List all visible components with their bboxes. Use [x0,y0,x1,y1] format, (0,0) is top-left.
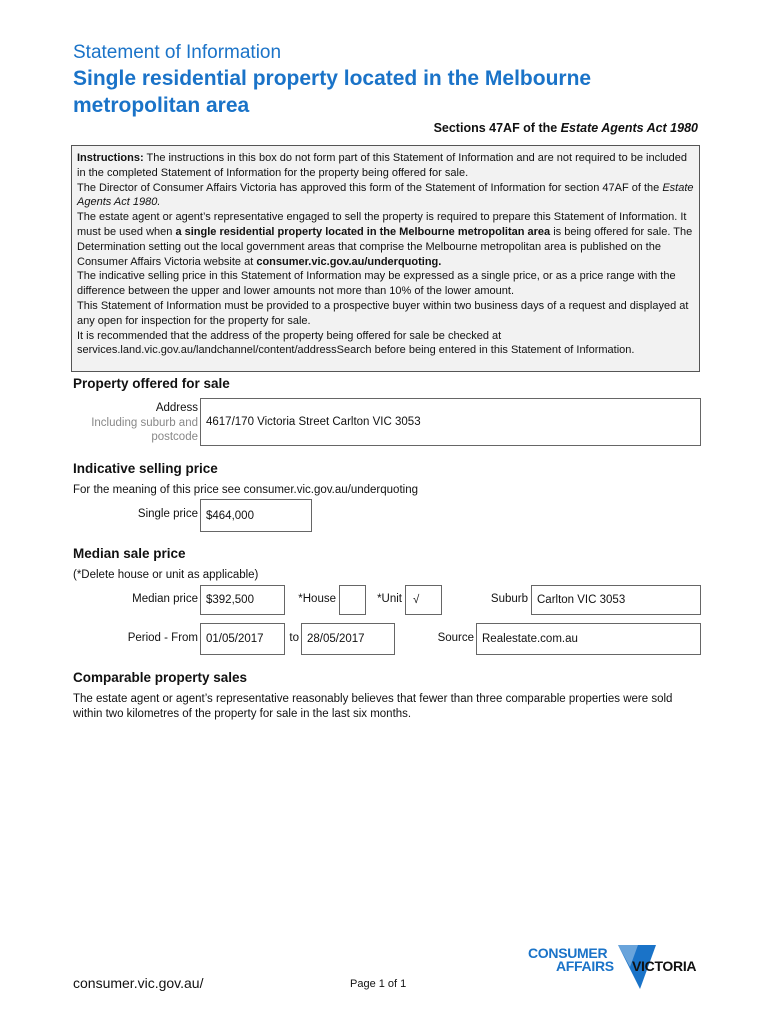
logo-line-3: VICTORIA [632,958,697,974]
unit-label: *Unit [377,593,402,605]
address-sublabel-2: postcode [151,431,198,443]
suburb-field[interactable]: Carlton VIC 3053 [531,585,701,615]
suburb-label: Suburb [490,593,528,605]
instructions-p3-b: is being offered for sale. The Determination setting out the local government areas that comprise the Melbourne metropolitan area is published on the Consumer Affairs Victoria website at [77,225,693,268]
instructions-box [71,145,700,372]
comparable-heading: Comparable property sales [73,670,248,685]
house-checkbox[interactable] [339,585,366,615]
unit-checkbox[interactable]: √ [405,585,442,615]
source-field[interactable]: Realestate.com.au [476,623,701,655]
sections-prefix: Sections 47AF of the [433,121,561,135]
period-from-field[interactable]: 01/05/2017 [200,623,285,655]
instructions-p4: The indicative selling price in this Statement of Information may be expressed as a single price, or as a price range with the difference between the upper and lower amounts not more than 10% of the lower amount. [77,270,676,298]
property-heading: Property offered for sale [73,376,230,391]
instructions-p1 [77,151,694,181]
document-heading: Single residential property located in the Melbourne metropolitan area [73,67,592,117]
instructions-p1-text: The instructions in this box do not form part of this Statement of Information and are not required to be included in the completed Statement of Information for the property being offered for sale. [77,152,688,179]
address-label: Address [155,402,198,414]
instructions-p3-bold: a single residential property located in the Melbourne metropolitan area [175,225,551,238]
indicative-note: For the meaning of this price see consumer.vic.gov.au/underquoting [73,484,418,496]
median-price-field[interactable]: $392,500 [200,585,285,615]
instructions-p6: It is recommended that the address of the property being offered for sale be checked at services.land.vic.gov.au/landchannel/content/addressSearch before being entered in this Statement of Information. [77,329,635,357]
footer-url[interactable]: consumer.vic.gov.au/ [73,975,204,991]
median-note: (*Delete house or unit as applicable) [73,569,259,581]
instructions-p5: This Statement of Information must be provided to a prospective buyer within two business days of a request and displayed at any open for inspection for the property for sale. [77,299,689,327]
indicative-heading: Indicative selling price [73,461,218,476]
instructions-p2-act: Estate Agents Act 1980. [77,181,694,209]
instructions-p2-text: The Director of Consumer Affairs Victoria has approved this form of the Statement of Information for section 47AF of the [77,181,663,194]
page-number: Page 1 of 1 [350,978,407,990]
median-heading: Median sale price [73,546,186,561]
consumer-affairs-victoria-logo [528,945,703,995]
instructions-p3 [77,210,694,269]
address-sublabel-1: Including suburb and [91,416,198,429]
period-to-label: to [289,632,299,644]
address-label-block [60,401,198,445]
logo-line-1: CONSUMER [528,945,608,961]
instructions-label: Instructions: [77,152,144,164]
comparable-text: The estate agent or agent’s representative reasonably believes that fewer than three comparable properties were sold within two kilometres of the property for sale in the last six months. [73,693,673,720]
median-price-label: Median price [132,593,198,605]
period-from-label: Period - From [127,632,198,644]
document-title: Statement of Information [73,42,282,63]
instructions-p2 [77,181,694,211]
sections-act: Estate Agents Act 1980 [560,121,698,135]
period-to-field[interactable]: 28/05/2017 [301,623,395,655]
sections-reference [434,121,698,135]
single-price-field[interactable]: $464,000 [200,499,312,532]
address-field[interactable]: 4617/170 Victoria Street Carlton VIC 3053 [200,398,701,446]
source-label: Source [437,632,474,644]
underquoting-link[interactable]: consumer.vic.gov.au/underquoting. [256,255,442,268]
instructions-p3-a: The estate agent or agent’s representative engaged to sell the property is required to prepare this Statement of Information. It must be used when [77,211,687,238]
house-label: *House [298,593,336,605]
logo-line-2: AFFAIRS [556,958,614,974]
single-price-label: Single price [137,508,198,520]
